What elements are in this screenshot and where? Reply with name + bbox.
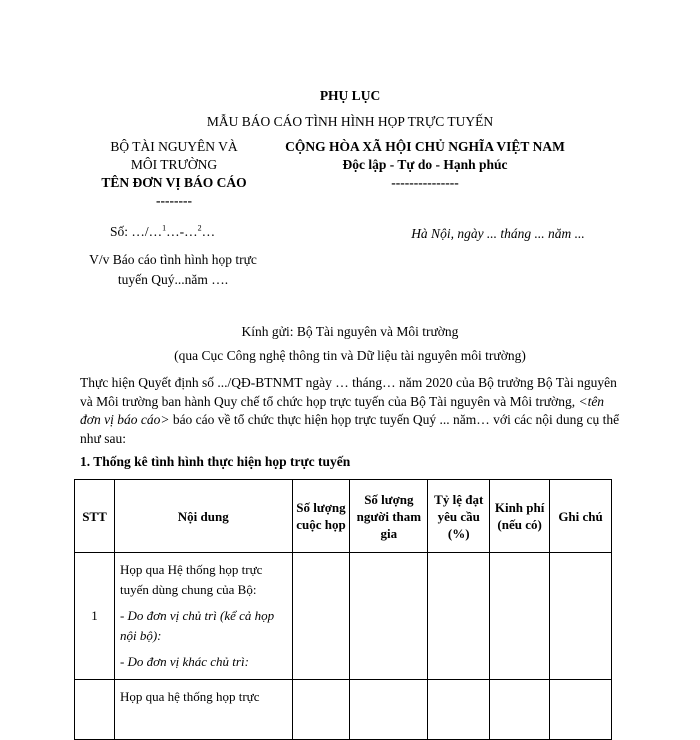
meeting-statistics-table [74, 479, 612, 740]
issuing-organization [86, 138, 262, 210]
header-content: Nội dung [114, 480, 292, 553]
header-ratio: Tỷ lệ đạt yêu cầu (%) [428, 480, 490, 553]
document-subject [80, 250, 266, 290]
header-notes: Ghi chú [550, 480, 612, 553]
document-number: Số: …/…$^1$…-…$^2$… [110, 223, 216, 239]
row-sub-item: - Do đơn vị khác chủ trì: [119, 654, 249, 669]
row-ratio-cell [428, 680, 490, 740]
ministry-name-line1: BỘ TÀI NGUYÊN VÀ [110, 139, 238, 154]
footnote-ref-2: 2 [197, 223, 202, 233]
national-header [272, 138, 578, 192]
row-participants-cell [350, 553, 428, 680]
row-cost-cell [490, 680, 550, 740]
table-row [75, 553, 612, 680]
form-title: MẪU BÁO CÁO TÌNH HÌNH HỌP TRỰC TUYẾN [206, 114, 494, 129]
row-content [114, 680, 292, 740]
row-content [114, 553, 292, 680]
body-paragraph: Thực hiện Quyết định số .../QĐ-BTNMT ngày … tháng… năm 2020 của Bộ trưởng Bộ Tài nguyên và Môi trường ban hành Quy chế tổ chức họp trực tuyến của Bộ Tài nguyên và Môi trường, <tên đơn vị báo cáo> báo cáo về tổ chức thực hiện họp trực tuyến Quý ... năm… với các nội dung cụ thể như sau: [80, 375, 620, 446]
org-divider: -------- [156, 193, 192, 208]
row-meetings-cell [292, 680, 350, 740]
row-main-text: Họp qua Hệ thống họp trực tuyến dùng chung của Bộ: [119, 562, 263, 597]
subject-line1: V/v Báo cáo tình hình họp trực [89, 252, 257, 267]
unit-placeholder: <tên đơn vị báo cáo> [80, 393, 605, 427]
nation-motto: Độc lập - Tự do - Hạnh phúc [342, 157, 508, 172]
reporting-unit-name: TÊN ĐƠN VỊ BÁO CÁO [101, 175, 247, 190]
subject-line2: tuyến Quý...năm …. [117, 272, 229, 287]
header-meetings: Số lượng cuộc họp [292, 480, 350, 553]
ministry-name-line2: MÔI TRƯỜNG [130, 157, 218, 172]
footnote-ref-1: 1 [162, 223, 167, 233]
row-stt: 1 [75, 553, 115, 680]
nation-name: CỘNG HÒA XÃ HỘI CHỦ NGHĨA VIỆT NAM [285, 139, 565, 154]
row-main-text: Họp qua hệ thống họp trực [119, 689, 260, 704]
row-cost-cell [490, 553, 550, 680]
header-stt: STT [75, 480, 115, 553]
header-cost: Kinh phí (nếu có) [490, 480, 550, 553]
recipient-via: (qua Cục Công nghệ thông tin và Dữ liệu tài nguyên môi trường) [174, 348, 526, 363]
row-notes-cell [550, 680, 612, 740]
appendix-title: PHỤ LỤC [319, 88, 381, 103]
recipient: Kính gửi: Bộ Tài nguyên và Môi trường [241, 324, 459, 339]
row-sub-item: - Do đơn vị chủ trì (kể cả họp nội bộ): [119, 608, 275, 643]
table-row [75, 680, 612, 740]
row-meetings-cell [292, 553, 350, 680]
row-participants-cell [350, 680, 428, 740]
row-ratio-cell [428, 553, 490, 680]
header-participants: Số lượng người tham gia [350, 480, 428, 553]
place-and-date: Hà Nội, ngày ... tháng ... năm ... [411, 226, 585, 241]
table-header-row [75, 480, 612, 553]
section-1-title: 1. Thống kê tình hình thực hiện họp trực tuyến [80, 454, 351, 469]
row-stt [75, 680, 115, 740]
nation-divider: --------------- [391, 175, 459, 190]
row-notes-cell [550, 553, 612, 680]
